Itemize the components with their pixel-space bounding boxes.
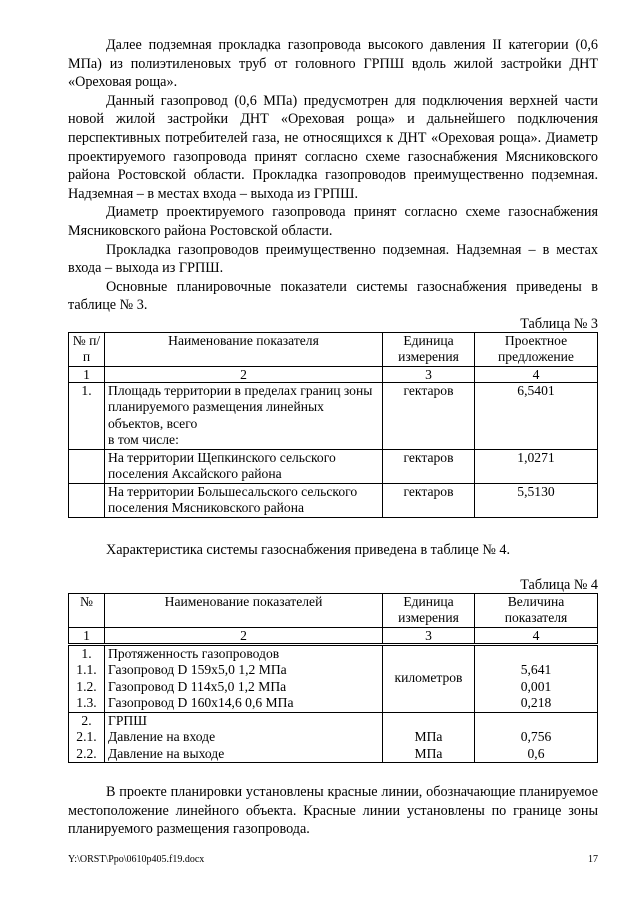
table4-colnum-row [69,627,598,644]
page-number: 17 [588,854,598,865]
table3-row-name-text: Площадь территории в пределах границ зоны планируемого размещения линейных объектов, всего [108,382,373,431]
table4-group1-names [105,644,383,712]
table3-row-name: На территории Большесальского сельского поселения Мясниковского района [105,483,383,517]
table4-num: 2.2. [76,745,97,761]
table4-colnum: 3 [383,627,475,644]
table4-group1-nums [69,644,105,712]
paragraph-4: Прокладка газопроводов преимущественно подземная. Надземная – в местах входа – выхода из ГРПШ. [68,241,598,277]
table3-colnum: 1 [69,366,105,382]
table3-colnum: 3 [383,366,475,382]
table4-value: 0,218 [520,695,552,710]
table4-group2-values [475,712,598,763]
table3-row-num: 1. [69,382,105,449]
table-row [69,712,598,763]
table4-caption: Таблица № 4 [520,576,598,593]
table4-colnum: 4 [475,627,598,644]
table3-row-unit: гектаров [383,449,475,483]
paragraph-1: Далее подземная прокладка газопровода высокого давления II категории (0,6 МПа) из полиэтиленовых труб от головного ГРПШ вдоль жилой застройки ДНТ «Ореховая роща». [68,37,598,91]
table4-num: 2.1. [76,729,97,744]
table3-row-num [69,483,105,517]
table4-intro: Характеристика системы газоснабжения приведена в таблице № 4. [106,541,511,558]
table4-header-name: Наименование показателей [105,593,383,627]
paragraph-2: Данный газопровод (0,6 МПа) предусмотрен для подключения верхней части новой жилой застройки ДНТ «Ореховая роща» и дальнейшего подключения перспективных потребителей газа, не относящихся к ДНТ «Ореховая роща». Диаметр проектируемого газопровода принят согласно схеме газоснабжения Мясниковского района Ростовской области. Прокладка газопроводов преимущественно подземная. Надземная – в местах входа – выхода из ГРПШ. [68,92,598,202]
table4-num: 1.2. [76,678,97,694]
table4 [68,593,598,764]
table4-value: 0,756 [520,729,552,744]
table4-colnum: 2 [105,627,383,644]
table4-value: 5,641 [520,662,552,677]
table-row [69,644,598,712]
paragraph-3: Диаметр проектируемого газопровода принят согласно схеме газоснабжения Мясниковского района Ростовской области. [68,204,598,239]
table4-header-unit: Единица измерения [383,593,475,627]
table3-row-value: 5,5130 [475,483,598,517]
table4-num: 2. [81,712,92,728]
table3-row-unit: гектаров [383,382,475,449]
table4-group2-units [383,712,475,763]
table4-header-num: № [69,593,105,627]
table4-name: Газопровод D 114х5,0 1,2 МПа [108,678,287,694]
table3-row-name: На территории Щепкинского сельского поселения Аксайского района [105,449,383,483]
document-page [68,36,598,839]
table4-header-value: Величина показателя [475,593,598,627]
table-row [69,382,598,449]
paragraph-5: Основные планировочные показатели системы газоснабжения приведены в таблице № 3. [68,278,598,314]
table4-num: 1. [81,645,92,661]
table4-colnum: 1 [69,627,105,644]
table3-row-value: 1,0271 [475,449,598,483]
table3-colnum: 4 [475,366,598,382]
table4-unit: МПа [414,729,443,744]
table3 [68,332,598,518]
table3-row-unit: гектаров [383,483,475,517]
table4-value [478,713,594,730]
table4-num: 1.1. [76,662,97,677]
table4-value: 0,001 [520,678,552,694]
table4-name: Давление на выходе [108,745,225,761]
table-row [69,483,598,517]
table3-caption: Таблица № 3 [520,315,598,332]
table4-num: 1.3. [76,695,97,710]
table4-value [478,646,594,663]
table3-colnum: 2 [105,366,383,382]
table3-row-num [69,449,105,483]
table4-value: 0,6 [527,745,545,761]
table3-header-name: Наименование показателя [105,332,383,366]
table3-row-name [105,382,383,449]
table3-header-value: Проектное предложение [475,332,598,366]
table4-unit [386,713,471,730]
table4-group2-nums [69,712,105,763]
table-row [69,449,598,483]
closing-paragraph: В проекте планировки установлены красные линии, обозначающие планируемое местоположение линейного объекта. Красные линии установлены по границе зоны планируемого размещения газопровода. [68,784,598,838]
table3-colnum-row [69,366,598,382]
table3-header-num: № п/п [69,332,105,366]
table4-group1-values [475,644,598,712]
table4-name: Давление на входе [108,729,216,744]
table3-header-unit: Единица измерения [383,332,475,366]
file-path: Y:\ORST\Ppo\0610p405.f19.docx [68,854,205,865]
table3-header-row [69,332,598,366]
page-footer [68,854,598,866]
table3-row-value: 6,5401 [475,382,598,449]
table4-name: Газопровод D 160х14,6 0,6 МПа [108,695,294,710]
table4-name: Протяженность газопроводов [108,645,280,661]
table4-name: Газопровод D 159х5,0 1,2 МПа [108,662,287,677]
table4-group1-unit: километров [383,644,475,712]
table4-unit: МПа [414,745,443,761]
table4-header-row [69,593,598,627]
table4-group2-names [105,712,383,763]
table4-name: ГРПШ [108,712,147,728]
table3-row-name-sub: в том числе: [108,432,179,448]
